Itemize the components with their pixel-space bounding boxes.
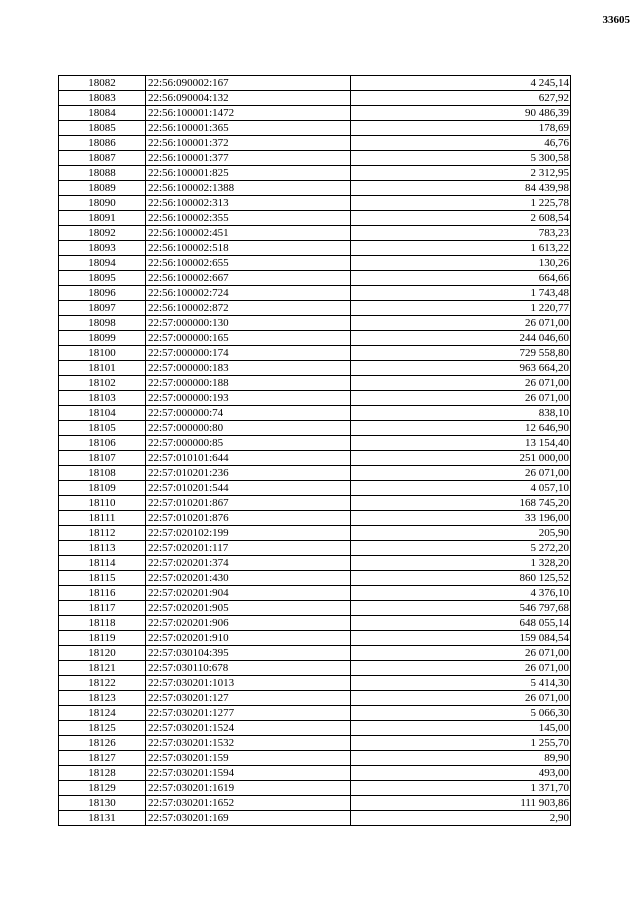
row-number-cell: 18124 (59, 706, 146, 721)
table-row (59, 241, 571, 256)
table-row (59, 106, 571, 121)
value-cell: 205,90 (351, 526, 571, 541)
table-row (59, 76, 571, 91)
value-cell: 4 376,10 (351, 586, 571, 601)
cadastral-number-cell: 22:57:030201:127 (146, 691, 351, 706)
row-number-cell: 18116 (59, 586, 146, 601)
value-cell: 963 664,20 (351, 361, 571, 376)
cadastral-number-cell: 22:57:030201:1594 (146, 766, 351, 781)
cadastral-number-cell: 22:57:000000:130 (146, 316, 351, 331)
value-cell: 4 057,10 (351, 481, 571, 496)
value-cell: 2 608,54 (351, 211, 571, 226)
value-cell: 90 486,39 (351, 106, 571, 121)
row-number-cell: 18119 (59, 631, 146, 646)
value-cell: 1 743,48 (351, 286, 571, 301)
row-number-cell: 18091 (59, 211, 146, 226)
table-row (59, 646, 571, 661)
cadastral-number-cell: 22:57:000000:74 (146, 406, 351, 421)
table-row (59, 631, 571, 646)
row-number-cell: 18118 (59, 616, 146, 631)
value-cell: 46,76 (351, 136, 571, 151)
row-number-cell: 18096 (59, 286, 146, 301)
cadastral-number-cell: 22:57:010201:236 (146, 466, 351, 481)
row-number-cell: 18084 (59, 106, 146, 121)
row-number-cell: 18098 (59, 316, 146, 331)
cadastral-number-cell: 22:57:030110:678 (146, 661, 351, 676)
value-cell: 860 125,52 (351, 571, 571, 586)
cadastral-number-cell: 22:56:090002:167 (146, 76, 351, 91)
value-cell: 1 613,22 (351, 241, 571, 256)
table-row (59, 286, 571, 301)
cadastral-number-cell: 22:56:100001:365 (146, 121, 351, 136)
cadastral-number-cell: 22:57:000000:188 (146, 376, 351, 391)
value-cell: 2,90 (351, 811, 571, 826)
table-row (59, 466, 571, 481)
cadastral-number-cell: 22:57:030201:159 (146, 751, 351, 766)
table-row (59, 571, 571, 586)
table-row (59, 301, 571, 316)
table-row (59, 271, 571, 286)
table-row (59, 196, 571, 211)
row-number-cell: 18101 (59, 361, 146, 376)
row-number-cell: 18107 (59, 451, 146, 466)
table-row (59, 181, 571, 196)
table-row (59, 811, 571, 826)
table-row (59, 376, 571, 391)
row-number-cell: 18090 (59, 196, 146, 211)
row-number-cell: 18099 (59, 331, 146, 346)
row-number-cell: 18108 (59, 466, 146, 481)
table-row (59, 136, 571, 151)
table-row (59, 751, 571, 766)
value-cell: 26 071,00 (351, 316, 571, 331)
row-number-cell: 18085 (59, 121, 146, 136)
cadastral-number-cell: 22:57:020102:199 (146, 526, 351, 541)
row-number-cell: 18106 (59, 436, 146, 451)
row-number-cell: 18130 (59, 796, 146, 811)
table-row (59, 481, 571, 496)
value-cell: 89,90 (351, 751, 571, 766)
row-number-cell: 18126 (59, 736, 146, 751)
row-number-cell: 18128 (59, 766, 146, 781)
cadastral-number-cell: 22:57:000000:165 (146, 331, 351, 346)
cadastral-number-cell: 22:57:030201:1013 (146, 676, 351, 691)
table-row (59, 211, 571, 226)
cadastral-number-cell: 22:57:030201:1277 (146, 706, 351, 721)
table-row (59, 421, 571, 436)
row-number-cell: 18094 (59, 256, 146, 271)
table-row (59, 436, 571, 451)
table-row (59, 541, 571, 556)
row-number-cell: 18087 (59, 151, 146, 166)
page-number: 33605 (602, 14, 630, 26)
cadastral-number-cell: 22:57:010101:644 (146, 451, 351, 466)
table-row (59, 91, 571, 106)
table-row (59, 601, 571, 616)
value-cell: 5 272,20 (351, 541, 571, 556)
table-row (59, 676, 571, 691)
table-row (59, 766, 571, 781)
row-number-cell: 18102 (59, 376, 146, 391)
table-row (59, 151, 571, 166)
row-number-cell: 18088 (59, 166, 146, 181)
cadastral-number-cell: 22:56:100002:655 (146, 256, 351, 271)
row-number-cell: 18083 (59, 91, 146, 106)
value-cell: 5 066,30 (351, 706, 571, 721)
cadastral-number-cell: 22:57:020201:117 (146, 541, 351, 556)
table-row (59, 166, 571, 181)
row-number-cell: 18105 (59, 421, 146, 436)
value-cell: 1 225,78 (351, 196, 571, 211)
cadastral-number-cell: 22:56:100002:667 (146, 271, 351, 286)
table-row (59, 526, 571, 541)
table-row (59, 556, 571, 571)
cadastral-number-cell: 22:56:100001:377 (146, 151, 351, 166)
table-row (59, 331, 571, 346)
cadastral-number-cell: 22:57:030201:1619 (146, 781, 351, 796)
value-cell: 26 071,00 (351, 466, 571, 481)
table-row (59, 391, 571, 406)
row-number-cell: 18122 (59, 676, 146, 691)
cadastral-number-cell: 22:57:020201:906 (146, 616, 351, 631)
table-row (59, 226, 571, 241)
value-cell: 838,10 (351, 406, 571, 421)
cadastral-number-cell: 22:56:100002:355 (146, 211, 351, 226)
table-row (59, 691, 571, 706)
value-cell: 26 071,00 (351, 661, 571, 676)
value-cell: 159 084,54 (351, 631, 571, 646)
cadastral-number-cell: 22:57:000000:183 (146, 361, 351, 376)
cadastral-number-cell: 22:57:010201:544 (146, 481, 351, 496)
cadastral-number-cell: 22:57:000000:80 (146, 421, 351, 436)
cadastral-number-cell: 22:57:030201:1532 (146, 736, 351, 751)
value-cell: 546 797,68 (351, 601, 571, 616)
row-number-cell: 18131 (59, 811, 146, 826)
row-number-cell: 18095 (59, 271, 146, 286)
table-row (59, 661, 571, 676)
row-number-cell: 18121 (59, 661, 146, 676)
row-number-cell: 18112 (59, 526, 146, 541)
value-cell: 1 371,70 (351, 781, 571, 796)
cadastral-number-cell: 22:56:100001:825 (146, 166, 351, 181)
cadastral-number-cell: 22:57:020201:910 (146, 631, 351, 646)
cadastral-number-cell: 22:57:000000:85 (146, 436, 351, 451)
cadastral-number-cell: 22:56:100002:451 (146, 226, 351, 241)
table-row (59, 781, 571, 796)
table-row (59, 406, 571, 421)
cadastral-number-cell: 22:57:010201:876 (146, 511, 351, 526)
cadastral-number-cell: 22:56:100001:372 (146, 136, 351, 151)
cadastral-number-cell: 22:56:100002:1388 (146, 181, 351, 196)
table-row (59, 346, 571, 361)
row-number-cell: 18109 (59, 481, 146, 496)
table-row (59, 706, 571, 721)
cadastral-number-cell: 22:57:020201:904 (146, 586, 351, 601)
row-number-cell: 18097 (59, 301, 146, 316)
value-cell: 111 903,86 (351, 796, 571, 811)
row-number-cell: 18103 (59, 391, 146, 406)
cadastral-number-cell: 22:57:010201:867 (146, 496, 351, 511)
row-number-cell: 18110 (59, 496, 146, 511)
table-row (59, 511, 571, 526)
value-cell: 664,66 (351, 271, 571, 286)
value-cell: 33 196,00 (351, 511, 571, 526)
value-cell: 13 154,40 (351, 436, 571, 451)
cadastral-number-cell: 22:56:100002:313 (146, 196, 351, 211)
value-cell: 178,69 (351, 121, 571, 136)
table-row (59, 616, 571, 631)
row-number-cell: 18127 (59, 751, 146, 766)
cadastral-number-cell: 22:56:100001:1472 (146, 106, 351, 121)
row-number-cell: 18129 (59, 781, 146, 796)
row-number-cell: 18093 (59, 241, 146, 256)
row-number-cell: 18113 (59, 541, 146, 556)
cadastral-number-cell: 22:57:030201:1524 (146, 721, 351, 736)
value-cell: 26 071,00 (351, 691, 571, 706)
value-cell: 493,00 (351, 766, 571, 781)
value-cell: 729 558,80 (351, 346, 571, 361)
row-number-cell: 18092 (59, 226, 146, 241)
cadastral-number-cell: 22:57:000000:174 (146, 346, 351, 361)
row-number-cell: 18117 (59, 601, 146, 616)
table-row (59, 586, 571, 601)
value-cell: 5 300,58 (351, 151, 571, 166)
cadastral-number-cell: 22:57:020201:905 (146, 601, 351, 616)
value-cell: 1 328,20 (351, 556, 571, 571)
cadastral-number-cell: 22:56:100002:518 (146, 241, 351, 256)
table-row (59, 736, 571, 751)
row-number-cell: 18082 (59, 76, 146, 91)
table-body (59, 76, 571, 826)
value-cell: 145,00 (351, 721, 571, 736)
table-row (59, 256, 571, 271)
table-row (59, 361, 571, 376)
cadastral-number-cell: 22:57:020201:374 (146, 556, 351, 571)
cadastral-number-cell: 22:56:090004:132 (146, 91, 351, 106)
cadastral-number-cell: 22:56:100002:872 (146, 301, 351, 316)
row-number-cell: 18111 (59, 511, 146, 526)
value-cell: 1 255,70 (351, 736, 571, 751)
value-cell: 130,26 (351, 256, 571, 271)
row-number-cell: 18114 (59, 556, 146, 571)
value-cell: 244 046,60 (351, 331, 571, 346)
row-number-cell: 18104 (59, 406, 146, 421)
row-number-cell: 18100 (59, 346, 146, 361)
row-number-cell: 18115 (59, 571, 146, 586)
cadastral-number-cell: 22:57:000000:193 (146, 391, 351, 406)
value-cell: 1 220,77 (351, 301, 571, 316)
data-table (58, 75, 571, 826)
value-cell: 84 439,98 (351, 181, 571, 196)
table-row (59, 121, 571, 136)
value-cell: 26 071,00 (351, 376, 571, 391)
row-number-cell: 18120 (59, 646, 146, 661)
cadastral-number-cell: 22:57:020201:430 (146, 571, 351, 586)
row-number-cell: 18123 (59, 691, 146, 706)
row-number-cell: 18125 (59, 721, 146, 736)
value-cell: 2 312,95 (351, 166, 571, 181)
value-cell: 627,92 (351, 91, 571, 106)
row-number-cell: 18086 (59, 136, 146, 151)
value-cell: 783,23 (351, 226, 571, 241)
value-cell: 251 000,00 (351, 451, 571, 466)
table-row (59, 316, 571, 331)
value-cell: 26 071,00 (351, 391, 571, 406)
cadastral-number-cell: 22:57:030104:395 (146, 646, 351, 661)
value-cell: 12 646,90 (351, 421, 571, 436)
value-cell: 5 414,30 (351, 676, 571, 691)
row-number-cell: 18089 (59, 181, 146, 196)
value-cell: 168 745,20 (351, 496, 571, 511)
cadastral-number-cell: 22:56:100002:724 (146, 286, 351, 301)
value-cell: 26 071,00 (351, 646, 571, 661)
cadastral-number-cell: 22:57:030201:1652 (146, 796, 351, 811)
table-row (59, 451, 571, 466)
cadastral-number-cell: 22:57:030201:169 (146, 811, 351, 826)
table-row (59, 796, 571, 811)
table-row (59, 721, 571, 736)
value-cell: 4 245,14 (351, 76, 571, 91)
value-cell: 648 055,14 (351, 616, 571, 631)
table-row (59, 496, 571, 511)
